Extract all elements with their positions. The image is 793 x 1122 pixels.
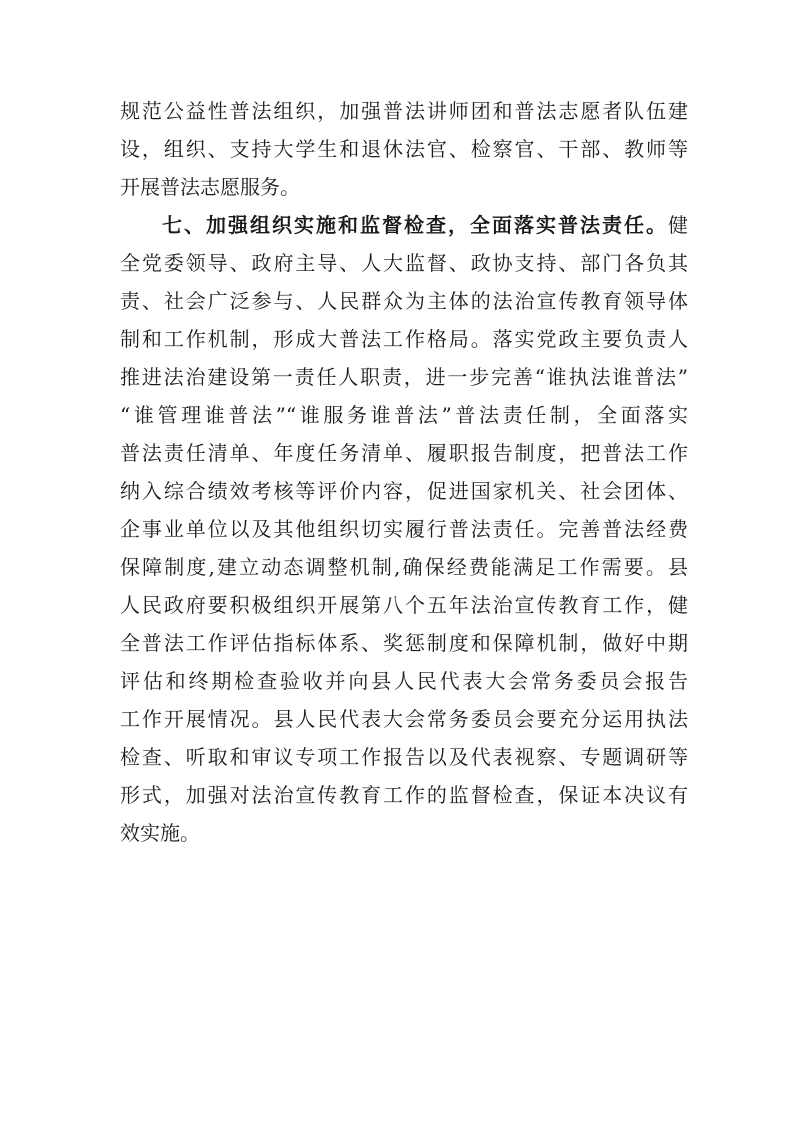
text-line — [120, 206, 688, 244]
text-line: 评估和终期检查验收并向县人民代表大会常务委员会报告 — [120, 669, 688, 693]
body-text — [120, 92, 688, 852]
text-line: 制和工作机制，形成大普法工作格局。落实党政主要负责人 — [120, 327, 688, 351]
text-line: 推进法治建设第一责任人职责，进一步完善“谁执法谁普法” — [120, 365, 688, 389]
text-line: 规范公益性普法组织，加强普法讲师团和普法志愿者队伍建 — [120, 99, 688, 123]
text-line: 工作开展情况。县人民代表大会常务委员会要充分运用执法 — [120, 707, 688, 731]
text-line: 设，组织、支持大学生和退休法官、检察官、干部、教师等 — [120, 137, 688, 161]
text-line: 保障制度,建立动态调整机制,确保经费能满足工作需要。县 — [120, 555, 688, 579]
text-line: 人民政府要积极组织开展第八个五年法治宣传教育工作，健 — [120, 593, 688, 617]
text-line: 企事业单位以及其他组织切实履行普法责任。完善普法经费 — [120, 517, 688, 541]
text-line: 检查、听取和审议专项工作报告以及代表视察、专题调研等 — [120, 745, 688, 769]
paragraph-volunteer-services — [120, 92, 688, 206]
text-line: 形式，加强对法治宣传教育工作的监督检查，保证本决议有 — [120, 783, 688, 807]
paragraph-section-seven — [120, 206, 688, 852]
text-line: 责、社会广泛参与、人民群众为主体的法治宣传教育领导体 — [120, 289, 688, 313]
text-line: 普法责任清单、年度任务清单、履职报告制度，把普法工作 — [120, 441, 688, 465]
text-line: 全普法工作评估指标体系、奖惩制度和保障机制，做好中期 — [120, 631, 688, 655]
text-line: “谁管理谁普法”“谁服务谁普法”普法责任制，全面落实 — [120, 403, 688, 427]
text-line: 开展普法志愿服务。 — [120, 175, 300, 199]
text-fragment: 健 — [668, 213, 688, 237]
text-line: 纳入综合绩效考核等评价内容，促进国家机关、社会团体、 — [120, 479, 688, 503]
text-line: 全党委领导、政府主导、人大监督、政协支持、部门各负其 — [120, 251, 688, 275]
text-line: 效实施。 — [120, 821, 200, 845]
section-heading: 七、加强组织实施和监督检查，全面落实普法责任。 — [160, 213, 668, 237]
